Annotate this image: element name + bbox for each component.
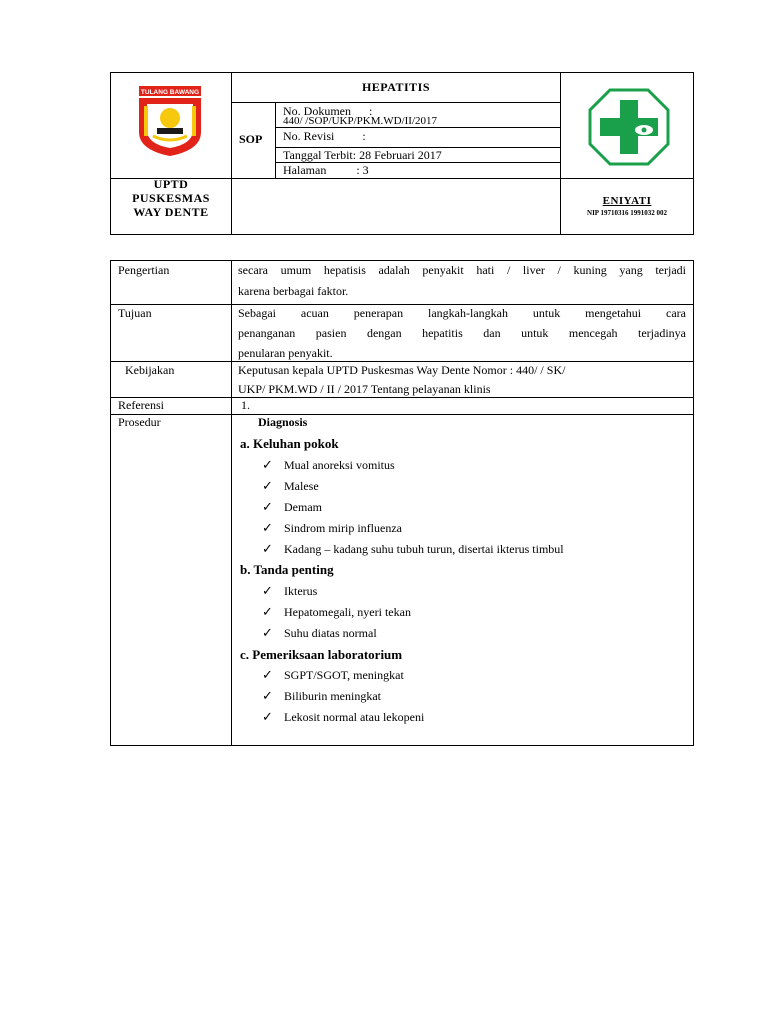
tulang-bawang-logo [135,84,205,158]
referensi-label: Referensi [118,398,164,412]
tujuan-text-2: penanganan pasien dengan hepatitis dan untuk mencegah terjadinya [238,326,686,340]
no-revisi: No. Revisi : [283,129,366,143]
list-item: Mual anoreksi vomitus [284,458,395,472]
check-icon: ✓ [262,520,273,535]
puskesmas-cross-logo [588,88,670,166]
prosedur-label: Prosedur [118,415,161,429]
diagnosis-title: Diagnosis [258,415,308,429]
check-icon: ✓ [262,688,273,703]
section-a-heading: a. Keluhan pokok [240,436,339,451]
no-dokumen-value: 440/ /SOP/UKP/PKM.WD/II/2017 [283,115,438,127]
list-item: Malese [284,479,319,493]
check-icon: ✓ [262,478,273,493]
tujuan-text-1: Sebagai acuan penerapan langkah-langkah untuk mengetahui cara [238,306,686,320]
tanggal-terbit: Tanggal Terbit: 28 Februari 2017 [283,148,442,162]
check-icon: ✓ [262,604,273,619]
sop-label: SOP [239,132,263,146]
check-icon: ✓ [262,583,273,598]
logo-region-text: TULANG BAWANG [140,89,200,96]
check-icon: ✓ [262,667,273,682]
section-b-heading: b. Tanda penting [240,562,334,577]
section-c-heading: c. Pemeriksaan laboratorium [240,647,403,662]
list-item: Sindrom mirip influenza [284,521,402,535]
kebijakan-label: Kebijakan [125,363,175,377]
check-icon: ✓ [262,625,273,640]
check-icon: ✓ [262,541,273,556]
check-icon: ✓ [262,457,273,472]
halaman: Halaman : 3 [283,163,369,177]
list-item: SGPT/SGOT, meningkat [284,668,404,682]
list-item: Hepatomegali, nyeri tekan [284,605,411,619]
document-title: HEPATITIS [361,80,431,94]
organization-name: UPTD PUSKESMAS WAY DENTE [132,177,210,219]
pengertian-text-2: karena berbagai faktor. [238,284,349,298]
kebijakan-text-1: Keputusan kepala UPTD Puskesmas Way Dente Nomor : 440/ / SK/ [238,363,566,377]
check-icon: ✓ [262,709,273,724]
list-item: Suhu diatas normal [284,626,377,640]
no-dokumen-label: No. Dokumen : [283,104,373,118]
tujuan-label: Tujuan [118,306,152,320]
referensi-value: 1. [241,398,250,412]
list-item: Ikterus [284,584,318,598]
signer-name: ENIYATI [602,195,652,207]
list-item: Biliburin meningkat [284,689,381,703]
kebijakan-text-2: UKP/ PKM.WD / II / 2017 Tentang pelayanan klinis [238,382,491,396]
list-item: Lekosit normal atau lekopeni [284,710,425,724]
check-icon: ✓ [262,499,273,514]
list-item: Demam [284,500,322,514]
tujuan-text-3: penularan penyakit. [238,346,333,360]
pengertian-label: Pengertian [118,263,170,277]
pengertian-text-1: secara umum hepatisis adalah penyakit hati / liver / kuning yang terjadi [238,263,686,277]
signer-nip: NIP 19710316 1991032 002 [587,209,667,217]
list-item: Kadang – kadang suhu tubuh turun, disertai ikterus timbul [284,542,564,556]
